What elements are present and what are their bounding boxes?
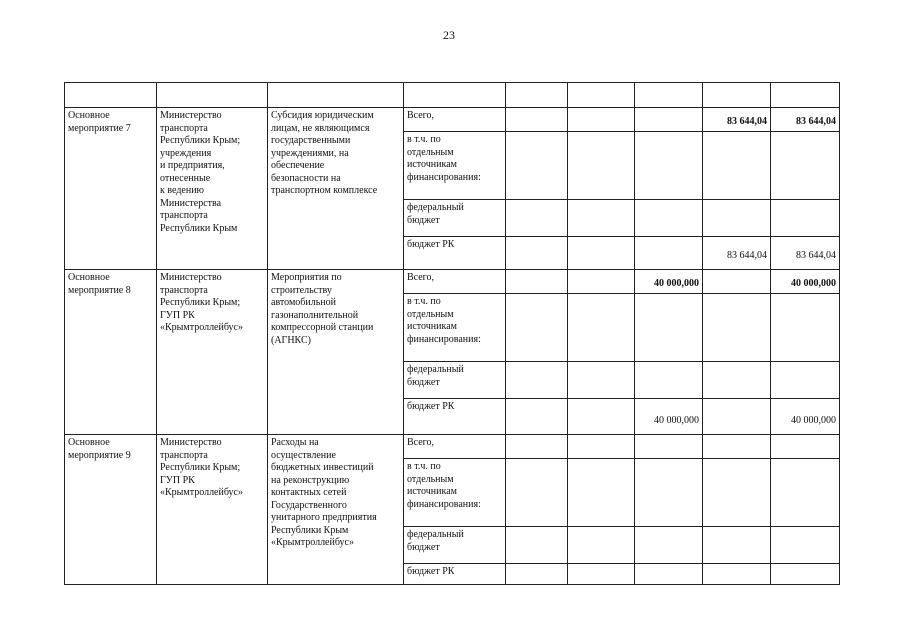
amount-cell xyxy=(568,108,635,132)
amount-cell xyxy=(703,362,771,399)
amount-cell xyxy=(771,459,840,527)
amount-cell xyxy=(635,435,703,459)
amount-cell xyxy=(635,132,703,200)
amount-cell: 40 000,000 xyxy=(635,270,703,294)
funding-source-label: Всего, xyxy=(404,270,506,294)
amount-cell xyxy=(703,270,771,294)
amount-cell xyxy=(703,527,771,564)
amount-cell xyxy=(771,435,840,459)
amount-cell xyxy=(506,435,568,459)
funding-source-label: бюджет РК xyxy=(404,237,506,270)
amount-cell xyxy=(703,564,771,585)
amount-cell xyxy=(506,564,568,585)
amount-cell: 83 644,04 xyxy=(771,237,840,270)
amount-cell xyxy=(771,564,840,585)
description-cell: Субсидия юридическим лицам, не являющимся государственными учреждениями, на обеспечение безопасности на транспортном комплексе xyxy=(268,108,404,270)
amount-cell xyxy=(568,527,635,564)
header-cell xyxy=(703,83,771,108)
amount-cell xyxy=(568,564,635,585)
amount-cell xyxy=(635,108,703,132)
header-cell xyxy=(568,83,635,108)
executor-cell: Министерство транспорта Республики Крым; учреждения и предприятия, отнесенные к ведению Министерства транспорта Республики Крым xyxy=(157,108,268,270)
amount-cell xyxy=(703,399,771,435)
amount-cell xyxy=(568,132,635,200)
amount-cell xyxy=(635,527,703,564)
funding-source-label: бюджет РК xyxy=(404,399,506,435)
amount-cell: 83 644,04 xyxy=(703,108,771,132)
amount-cell: 83 644,04 xyxy=(703,237,771,270)
amount-cell xyxy=(771,362,840,399)
funding-source-label: в т.ч. по отдельным источникам финансирования: xyxy=(404,132,506,200)
amount-cell xyxy=(703,132,771,200)
amount-cell xyxy=(568,399,635,435)
amount-cell xyxy=(506,132,568,200)
amount-cell xyxy=(506,237,568,270)
funding-source-label: бюджет РК xyxy=(404,564,506,585)
amount-cell xyxy=(635,200,703,237)
funding-source-label: федеральный бюджет xyxy=(404,200,506,237)
table-header-row xyxy=(65,83,840,108)
header-cell xyxy=(404,83,506,108)
amount-cell xyxy=(506,527,568,564)
amount-cell: 40 000,000 xyxy=(635,399,703,435)
amount-cell xyxy=(635,294,703,362)
amount-cell xyxy=(703,435,771,459)
amount-cell xyxy=(771,294,840,362)
funding-source-label: в т.ч. по отдельным источникам финансирования: xyxy=(404,459,506,527)
measure-name: Основное мероприятие 9 xyxy=(65,435,157,585)
table-row xyxy=(65,435,840,459)
funding-source-label: Всего, xyxy=(404,108,506,132)
description-cell: Мероприятия по строительству автомобильной газонаполнительной компрессорной станции (АГНКС) xyxy=(268,270,404,435)
funding-source-label: федеральный бюджет xyxy=(404,362,506,399)
amount-cell xyxy=(506,270,568,294)
amount-cell xyxy=(771,200,840,237)
amount-cell xyxy=(506,459,568,527)
amount-cell xyxy=(506,200,568,237)
amount-cell xyxy=(703,294,771,362)
description-cell: Расходы на осуществление бюджетных инвестиций на реконструкцию контактных сетей Государственного унитарного предприятия Республики Крым «Крымтроллейбус» xyxy=(268,435,404,585)
header-cell xyxy=(771,83,840,108)
funding-source-label: в т.ч. по отдельным источникам финансирования: xyxy=(404,294,506,362)
table-row xyxy=(65,270,840,294)
amount-cell xyxy=(703,459,771,527)
header-cell xyxy=(65,83,157,108)
executor-cell: Министерство транспорта Республики Крым; ГУП РК «Крымтроллейбус» xyxy=(157,270,268,435)
amount-cell: 83 644,04 xyxy=(771,108,840,132)
amount-cell: 40 000,000 xyxy=(771,399,840,435)
amount-cell: 40 000,000 xyxy=(771,270,840,294)
header-cell xyxy=(157,83,268,108)
amount-cell xyxy=(771,132,840,200)
amount-cell xyxy=(635,459,703,527)
funding-table xyxy=(64,82,840,585)
page-number: 23 xyxy=(443,28,455,42)
amount-cell xyxy=(506,362,568,399)
header-cell xyxy=(635,83,703,108)
measure-name: Основное мероприятие 7 xyxy=(65,108,157,270)
amount-cell xyxy=(506,294,568,362)
amount-cell xyxy=(635,237,703,270)
amount-cell xyxy=(568,294,635,362)
amount-cell xyxy=(771,527,840,564)
amount-cell xyxy=(568,362,635,399)
funding-source-label: федеральный бюджет xyxy=(404,527,506,564)
amount-cell xyxy=(568,237,635,270)
header-cell xyxy=(506,83,568,108)
amount-cell xyxy=(506,399,568,435)
measure-name: Основное мероприятие 8 xyxy=(65,270,157,435)
amount-cell xyxy=(506,108,568,132)
amount-cell xyxy=(635,564,703,585)
amount-cell xyxy=(703,200,771,237)
amount-cell xyxy=(568,200,635,237)
header-cell xyxy=(268,83,404,108)
amount-cell xyxy=(568,270,635,294)
amount-cell xyxy=(568,435,635,459)
executor-cell: Министерство транспорта Республики Крым; ГУП РК «Крымтроллейбус» xyxy=(157,435,268,585)
funding-source-label: Всего, xyxy=(404,435,506,459)
table-row xyxy=(65,108,840,132)
amount-cell xyxy=(635,362,703,399)
amount-cell xyxy=(568,459,635,527)
